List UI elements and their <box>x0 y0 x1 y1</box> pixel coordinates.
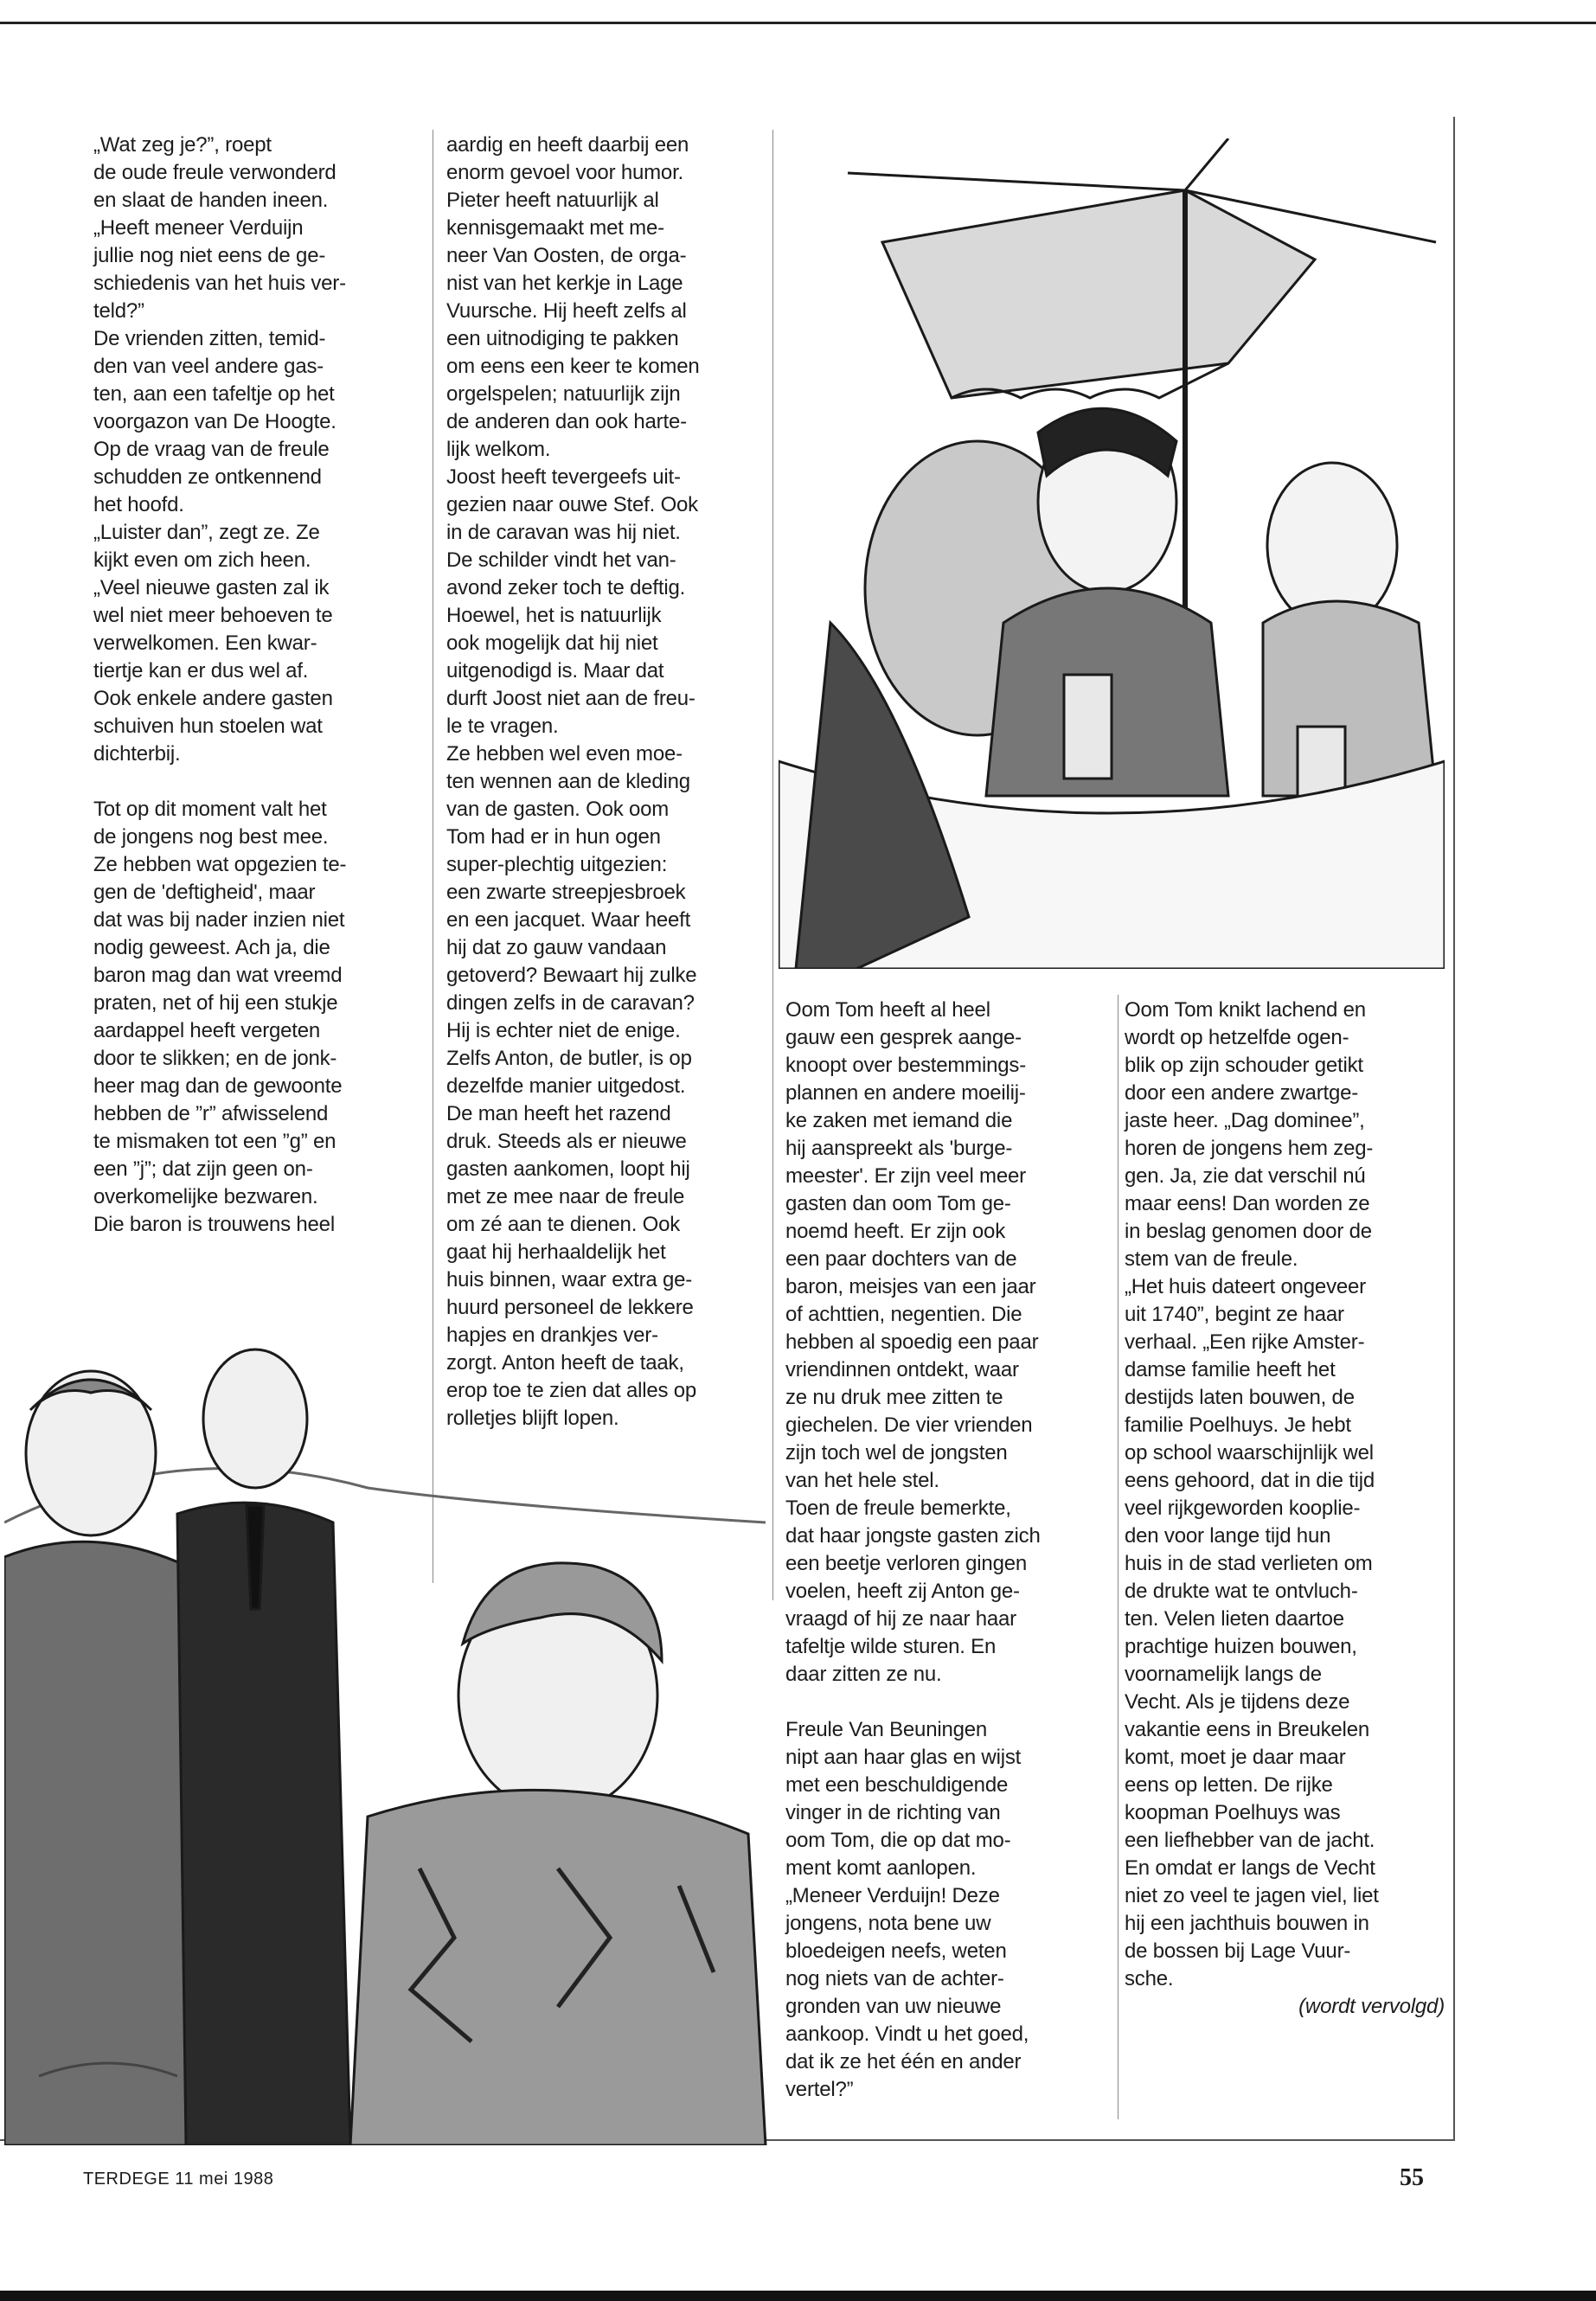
text-line: met ze mee naar de freule <box>446 1185 685 1208</box>
text-line: De schilder vindt het van- <box>446 548 676 572</box>
text-line: jongens, nota bene uw <box>785 1912 991 1935</box>
text-line: hij dat zo gauw vandaan <box>446 936 667 959</box>
text-line: eens gehoord, dat in die tijd <box>1125 1469 1375 1492</box>
text-line: het hoofd. <box>93 493 184 516</box>
text-line: knoopt over bestemmings- <box>785 1054 1026 1077</box>
text-line: ten, aan een tafeltje op het <box>93 382 335 406</box>
text-line: super-plechtig uitgezien: <box>446 853 668 876</box>
text-line: een beetje verloren gingen <box>785 1552 1028 1575</box>
text-line: tiertje kan er dus wel af. <box>93 659 309 683</box>
text-line: in beslag genomen door de <box>1125 1220 1372 1243</box>
bottom-rule <box>0 2291 1596 2301</box>
text-line: uitgenodigd is. Maar dat <box>446 659 664 683</box>
text-line: Zelfs Anton, de butler, is op <box>446 1047 692 1070</box>
text-line: en een jacquet. Waar heeft <box>446 908 691 932</box>
text-line: Ze hebben wel even moe- <box>446 742 683 766</box>
text-line: op school waarschijnlijk wel <box>1125 1441 1374 1465</box>
text-line: gronden van uw nieuwe <box>785 1995 1002 2018</box>
text-line: Ze hebben wat opgezien te- <box>93 853 347 876</box>
text-line: druk. Steeds als er nieuwe <box>446 1130 687 1153</box>
text-column-2 <box>446 131 758 1433</box>
text-line: le te vragen. <box>446 715 559 738</box>
text-line: erop toe te zien dat alles op <box>446 1379 697 1402</box>
text-line: te mismaken tot een ”g” en <box>93 1130 337 1153</box>
text-line: destijds laten bouwen, de <box>1125 1386 1355 1409</box>
to-be-continued: (wordt vervolgd) <box>1298 1995 1445 2018</box>
top-rule <box>0 22 1596 24</box>
text-line: Vecht. Als je tijdens deze <box>1125 1690 1350 1714</box>
text-line: verhaal. „Een rijke Amster- <box>1125 1330 1365 1354</box>
text-line: familie Poelhuys. Je hebt <box>1125 1413 1351 1437</box>
text-line: met een beschuldigende <box>785 1773 1009 1797</box>
text-line: overkomelijke bezwaren. <box>93 1185 318 1208</box>
text-line: schudden ze ontkennend <box>93 465 322 489</box>
text-line: „Veel nieuwe gasten zal ik <box>93 576 330 599</box>
text-line: horen de jongens hem zeg- <box>1125 1137 1374 1160</box>
paragraph-break <box>93 768 422 796</box>
text-line: wel niet meer behoeven te <box>93 604 333 627</box>
text-line: ze nu druk mee zitten te <box>785 1386 1003 1409</box>
text-line: giechelen. De vier vrienden <box>785 1413 1033 1437</box>
text-line: om zé aan te dienen. Ook <box>446 1213 681 1236</box>
text-line: door een andere zwartge- <box>1125 1081 1359 1105</box>
text-line: den voor lange tijd hun <box>1125 1524 1331 1548</box>
text-line: dezelfde manier uitgedost. <box>446 1074 686 1098</box>
text-line: en slaat de handen ineen. <box>93 189 329 212</box>
text-line: daar zitten ze nu. <box>785 1663 942 1686</box>
text-line: of achttien, negentien. Die <box>785 1303 1022 1326</box>
text-line: De vrienden zitten, temid- <box>93 327 326 350</box>
text-line: durft Joost niet aan de freu- <box>446 687 695 710</box>
text-column-4 <box>1125 997 1445 2021</box>
text-line: de anderen dan ook harte- <box>446 410 687 433</box>
text-line: Ook enkele andere gasten <box>93 687 333 710</box>
text-line: gezien naar ouwe Stef. Ook <box>446 493 698 516</box>
text-line: vinger in de richting van <box>785 1801 1001 1824</box>
text-line: lijk welkom. <box>446 438 551 461</box>
text-line: plannen en andere moeilij- <box>785 1081 1026 1105</box>
text-line: kennisgemaakt met me- <box>446 216 664 240</box>
text-line: dat haar jongste gasten zich <box>785 1524 1041 1548</box>
text-line: gen de 'deftigheid', maar <box>93 881 316 904</box>
text-line: stem van de freule. <box>1125 1247 1298 1271</box>
text-line: uit 1740”, begint ze haar <box>1125 1303 1344 1326</box>
text-line: nipt aan haar glas en wijst <box>785 1746 1022 1769</box>
text-line: vraagd of hij ze naar haar <box>785 1607 1016 1631</box>
text-line: „Heeft meneer Verduijn <box>93 216 304 240</box>
text-line: huis binnen, waar extra ge- <box>446 1268 693 1292</box>
text-line: huurd personeel de lekkere <box>446 1296 694 1319</box>
text-line: „Het huis dateert ongeveer <box>1125 1275 1366 1298</box>
text-line: de oude freule verwonderd <box>93 161 337 184</box>
text-line: praten, net of hij een stukje <box>93 991 338 1015</box>
text-line: voornamelijk langs de <box>1125 1663 1322 1686</box>
text-line: aardig en heeft daarbij een <box>446 133 689 157</box>
text-line: De man heeft het razend <box>446 1102 671 1125</box>
text-line: getoverd? Bewaart hij zulke <box>446 964 697 987</box>
paragraph-break <box>785 1689 1114 1716</box>
text-line: dat was bij nader inzien niet <box>93 908 345 932</box>
text-line: nodig geweest. Ach ja, die <box>93 936 330 959</box>
text-line: ten. Velen lieten daartoe <box>1125 1607 1344 1631</box>
text-line: jaste heer. „Dag dominee”, <box>1125 1109 1365 1132</box>
text-line: Hoewel, het is natuurlijk <box>446 604 662 627</box>
text-line: een uitnodiging te pakken <box>446 327 679 350</box>
text-line: aankoop. Vindt u het goed, <box>785 2022 1029 2046</box>
page-number: 55 <box>1400 2164 1424 2191</box>
text-line: bloedeigen neefs, weten <box>785 1939 1007 1963</box>
text-line: enorm gevoel voor humor. <box>446 161 684 184</box>
text-line: den van veel andere gas- <box>93 355 324 378</box>
text-line: een liefhebber van de jacht. <box>1125 1829 1375 1852</box>
text-line: Hij is echter niet de enige. <box>446 1019 681 1042</box>
text-line: ten wennen aan de kleding <box>446 770 690 793</box>
text-line: tafeltje wilde sturen. En <box>785 1635 997 1658</box>
text-line: wordt op hetzelfde ogen- <box>1125 1026 1349 1049</box>
text-line: veel rijkgeworden kooplie- <box>1125 1497 1361 1520</box>
text-line: een zwarte streepjesbroek <box>446 881 686 904</box>
text-line: Vuursche. Hij heeft zelfs al <box>446 299 687 323</box>
text-line: meester'. Er zijn veel meer <box>785 1164 1026 1188</box>
text-line: aardappel heeft vergeten <box>93 1019 321 1042</box>
text-line: schiedenis van het huis ver- <box>93 272 346 295</box>
terrace-illustration <box>779 138 1445 969</box>
text-line: de drukte wat te ontvluch- <box>1125 1580 1358 1603</box>
text-line: de bossen bij Lage Vuur- <box>1125 1939 1351 1963</box>
text-line: hapjes en drankjes ver- <box>446 1324 658 1347</box>
text-line: Die baron is trouwens heel <box>93 1213 335 1236</box>
text-line: avond zeker toch te deftig. <box>446 576 686 599</box>
text-line: ook mogelijk dat hij niet <box>446 631 658 655</box>
text-line: Op de vraag van de freule <box>93 438 330 461</box>
text-line: gasten aankomen, loopt hij <box>446 1157 690 1181</box>
text-line: blik op zijn schouder getikt <box>1125 1054 1363 1077</box>
text-line: jullie nog niet eens de ge- <box>93 244 326 267</box>
text-line: een paar dochters van de <box>785 1247 1017 1271</box>
text-line: vakantie eens in Breukelen <box>1125 1718 1369 1741</box>
text-line: „Wat zeg je?”, roept <box>93 133 272 157</box>
text-line: En omdat er langs de Vecht <box>1125 1856 1375 1880</box>
text-line: rolletjes blijft lopen. <box>446 1407 619 1430</box>
text-line: Toen de freule bemerkte, <box>785 1497 1011 1520</box>
text-line: oom Tom, die op dat mo- <box>785 1829 1011 1852</box>
text-line: baron, meisjes van een jaar <box>785 1275 1036 1298</box>
text-line: gen. Ja, zie dat verschil nú <box>1125 1164 1366 1188</box>
text-line: door te slikken; en de jonk- <box>93 1047 337 1070</box>
text-line: dichterbij. <box>93 742 181 766</box>
text-line: Freule Van Beuningen <box>785 1718 988 1741</box>
text-line: een ”j”; dat zijn geen on- <box>93 1157 313 1181</box>
text-line: niet zo veel te jagen viel, liet <box>1125 1884 1379 1907</box>
text-line: neer Van Oosten, de orga- <box>446 244 687 267</box>
text-column-3 <box>785 997 1114 2104</box>
text-line: Oom Tom knikt lachend en <box>1125 998 1366 1022</box>
guests-illustration <box>4 1332 783 2145</box>
text-line: Joost heeft tevergeefs uit- <box>446 465 681 489</box>
text-line: nist van het kerkje in Lage <box>446 272 683 295</box>
text-line: sche. <box>1125 1967 1174 1990</box>
text-line: baron mag dan wat vreemd <box>93 964 343 987</box>
text-line: ment komt aanlopen. <box>785 1856 977 1880</box>
text-line: Oom Tom heeft al heel <box>785 998 990 1022</box>
text-line: kijkt even om zich heen. <box>93 548 311 572</box>
text-line: voelen, heeft zij Anton ge- <box>785 1580 1020 1603</box>
text-line: van de gasten. Ook oom <box>446 798 670 821</box>
text-line: zorgt. Anton heeft de taak, <box>446 1351 684 1375</box>
text-line: schuiven hun stoelen wat <box>93 715 323 738</box>
text-line: vriendinnen ontdekt, waar <box>785 1358 1019 1381</box>
text-line: damse familie heeft het <box>1125 1358 1336 1381</box>
text-line: koopman Poelhuys was <box>1125 1801 1341 1824</box>
text-line: dat ik ze het één en ander <box>785 2050 1022 2073</box>
text-column-1 <box>93 131 422 1239</box>
text-line: „Meneer Verduijn! Deze <box>785 1884 1000 1907</box>
text-line: om eens een keer te komen <box>446 355 700 378</box>
text-line: ke zaken met iemand die <box>785 1109 1013 1132</box>
text-line: Tom had er in hun ogen <box>446 825 661 849</box>
text-line: Pieter heeft natuurlijk al <box>446 189 659 212</box>
text-line: gauw een gesprek aange- <box>785 1026 1022 1049</box>
publication-footer: TERDEGE 11 mei 1988 <box>83 2170 274 2189</box>
text-line: gaat hij herhaaldelijk het <box>446 1240 666 1264</box>
text-line: eens op letten. De rijke <box>1125 1773 1333 1797</box>
text-line: noemd heeft. Er zijn ook <box>785 1220 1006 1243</box>
text-line: nog niets van de achter- <box>785 1967 1004 1990</box>
text-line: huis in de stad verlieten om <box>1125 1552 1373 1575</box>
text-line: hebben de ”r” afwisselend <box>93 1102 329 1125</box>
text-line: maar eens! Dan worden ze <box>1125 1192 1370 1215</box>
text-line: verwelkomen. Een kwar- <box>93 631 317 655</box>
text-line: hij aanspreekt als 'burge- <box>785 1137 1013 1160</box>
text-line: de jongens nog best mee. <box>93 825 329 849</box>
text-line: „Luister dan”, zegt ze. Ze <box>93 521 320 544</box>
text-line: komt, moet je daar maar <box>1125 1746 1346 1769</box>
text-line: zijn toch wel de jongsten <box>785 1441 1008 1465</box>
text-line: voorgazon van De Hoogte. <box>93 410 337 433</box>
text-line: prachtige huizen bouwen, <box>1125 1635 1357 1658</box>
text-line: Tot op dit moment valt het <box>93 798 327 821</box>
text-line: teld?” <box>93 299 144 323</box>
text-line: gasten dan oom Tom ge- <box>785 1192 1011 1215</box>
text-line: dingen zelfs in de caravan? <box>446 991 695 1015</box>
text-line: in de caravan was hij niet. <box>446 521 681 544</box>
text-line: vertel?” <box>785 2078 854 2101</box>
text-line: van het hele stel. <box>785 1469 939 1492</box>
text-line: hebben al spoedig een paar <box>785 1330 1039 1354</box>
text-line: hij een jachthuis bouwen in <box>1125 1912 1369 1935</box>
text-line: orgelspelen; natuurlijk zijn <box>446 382 681 406</box>
text-line: heer mag dan de gewoonte <box>93 1074 343 1098</box>
